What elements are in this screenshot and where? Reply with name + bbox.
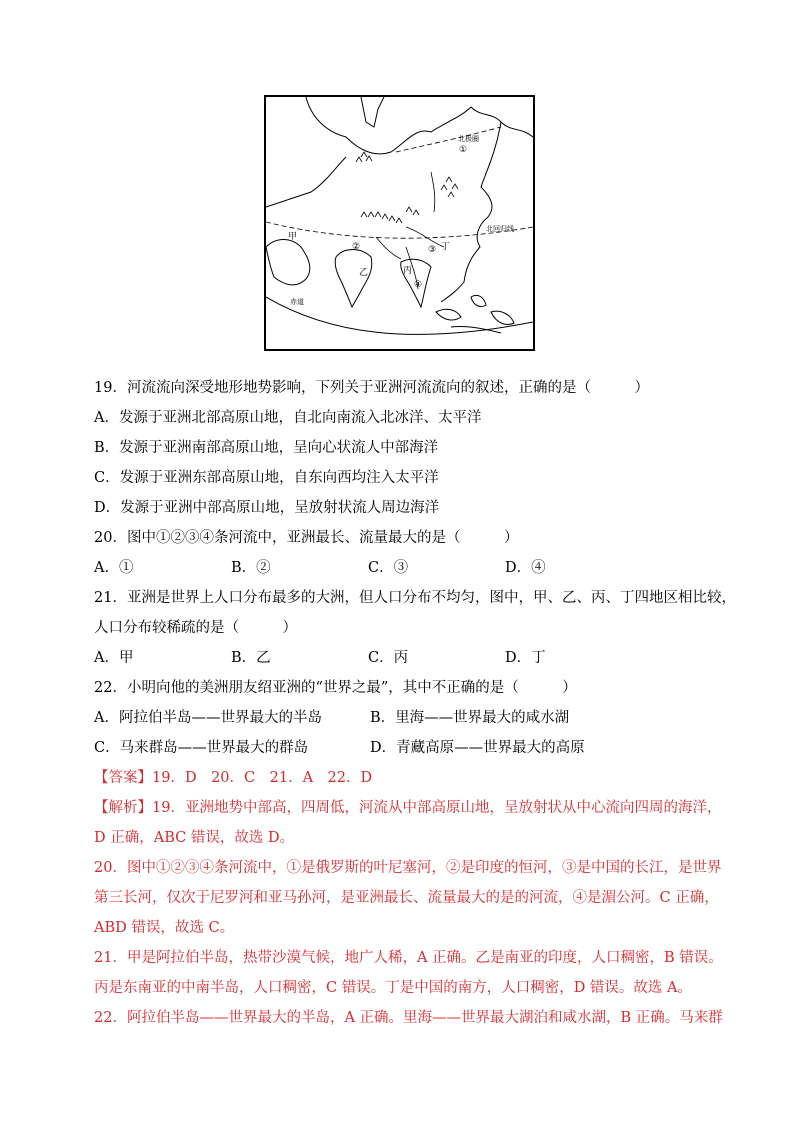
q20-option-a: A．① xyxy=(94,560,134,576)
q20-options xyxy=(94,553,714,583)
questions-block xyxy=(94,373,736,1033)
q21-stem-line2: 人口分布较稀疏的是（ ） xyxy=(94,620,297,636)
map-label-river-2: ② xyxy=(352,242,361,252)
answer-line xyxy=(94,763,714,793)
q19-option-d: D．发源于亚洲中部高原山地，呈放射状流人周边海洋 xyxy=(94,500,440,516)
q19-option-c: C．发源于亚洲东部高原山地，自东向西均注入太平洋 xyxy=(94,470,439,486)
map-label-river-4: ④ xyxy=(414,280,423,290)
analysis-line-4: 第三长河，仅次于尼罗河和亚马孙河，是亚洲最长、流量最大的是的河流，④是湄公河。C 正确， xyxy=(94,890,719,906)
q19-stem: 19．河流流向深受地形地势影响，下列关于亚洲河流流向的叙述，正确的是（ ） xyxy=(94,380,649,396)
q21-stem-line1: 21．亚洲是世界上人口分布最多的大洲，但人口分布不均匀，图中，甲、乙、丙、丁四地区相比较， xyxy=(94,590,736,606)
asia-map-drawing xyxy=(266,97,533,349)
q22-option-c: C．马来群岛——世界最大的群岛 xyxy=(94,740,309,756)
map-label-tropic: 北回归线 xyxy=(486,225,514,233)
analysis-line-6: 21．甲是阿拉伯半岛，热带沙漠气候，地广人稀，A 正确。乙是南亚的印度，人口稠密，B 错误。 xyxy=(94,950,723,966)
analysis-line-3: 20．图中①②③④条河流中，①是俄罗斯的叶尼塞河，②是印度的恒河，③是中国的长江，是世界 xyxy=(94,860,722,876)
q20-option-b: B．② xyxy=(231,560,271,576)
q21-options xyxy=(94,643,714,673)
asia-map-figure xyxy=(264,95,535,351)
q20-option-c: C．③ xyxy=(368,560,409,576)
q21-option-d: D．丁 xyxy=(505,650,546,666)
q21-option-b: B．乙 xyxy=(231,650,271,666)
q22-option-b: B．里海——世界最大的咸水湖 xyxy=(370,710,570,726)
map-label-equator: 赤道 xyxy=(290,298,304,306)
q20-option-d: D．④ xyxy=(505,560,546,576)
q19-option-a: A．发源于亚洲北部高原山地，自北向南流入北冰洋、太平洋 xyxy=(94,410,482,426)
map-label-jia: 甲 xyxy=(288,232,298,242)
q22-stem: 22．小明向他的美洲朋友绍亚洲的“世界之最”，其中不正确的是（ ） xyxy=(94,680,577,696)
analysis-text-1: 19．亚洲地势中部高，四周低，河流从中部高原山地，呈放射状从中心流向四周的海洋， xyxy=(152,800,722,816)
q19-option-b: B．发源于亚洲南部高原山地，呈向心状流人中部海洋 xyxy=(94,440,439,456)
analysis-line-1 xyxy=(94,793,722,823)
q22-option-a: A．阿拉伯半岛——世界最大的半岛 xyxy=(94,710,322,726)
answer-tag: 【答案】 xyxy=(94,770,152,786)
map-label-arctic-circle: 北极圈 xyxy=(458,135,479,143)
map-label-yi: 乙 xyxy=(359,268,369,278)
map-label-river-1: ① xyxy=(459,145,468,155)
analysis-line-2: D 正确，ABC 错误，故选 D。 xyxy=(94,830,295,846)
q22-option-d: D．青藏高原——世界最大的高原 xyxy=(370,740,585,756)
q20-stem: 20．图中①②③④条河流中，亚洲最长、流量最大的是（ ） xyxy=(94,530,519,546)
map-label-ding: 丁 xyxy=(441,242,451,252)
map-label-river-3: ③ xyxy=(428,245,437,255)
answer-text: 19．D 20．C 21．A 22．D xyxy=(152,770,373,786)
analysis-line-7: 丙是东南亚的中南半岛，人口稠密，C 错误。丁是中国的南方，人口稠密，D 错误。故选 A。 xyxy=(94,980,693,996)
q22-options-row2 xyxy=(94,733,714,763)
q22-options-row1 xyxy=(94,703,714,733)
analysis-line-5: ABD 错误，故选 C。 xyxy=(94,920,235,936)
q21-option-c: C．丙 xyxy=(368,650,409,666)
analysis-tag: 【解析】 xyxy=(94,800,152,816)
map-label-bing: 丙 xyxy=(403,266,413,276)
q21-option-a: A．甲 xyxy=(94,650,134,666)
analysis-line-8: 22．阿拉伯半岛——世界最大的半岛，A 正确。里海——世界最大湖泊和咸水湖，B 正确。马来群 xyxy=(94,1010,723,1026)
